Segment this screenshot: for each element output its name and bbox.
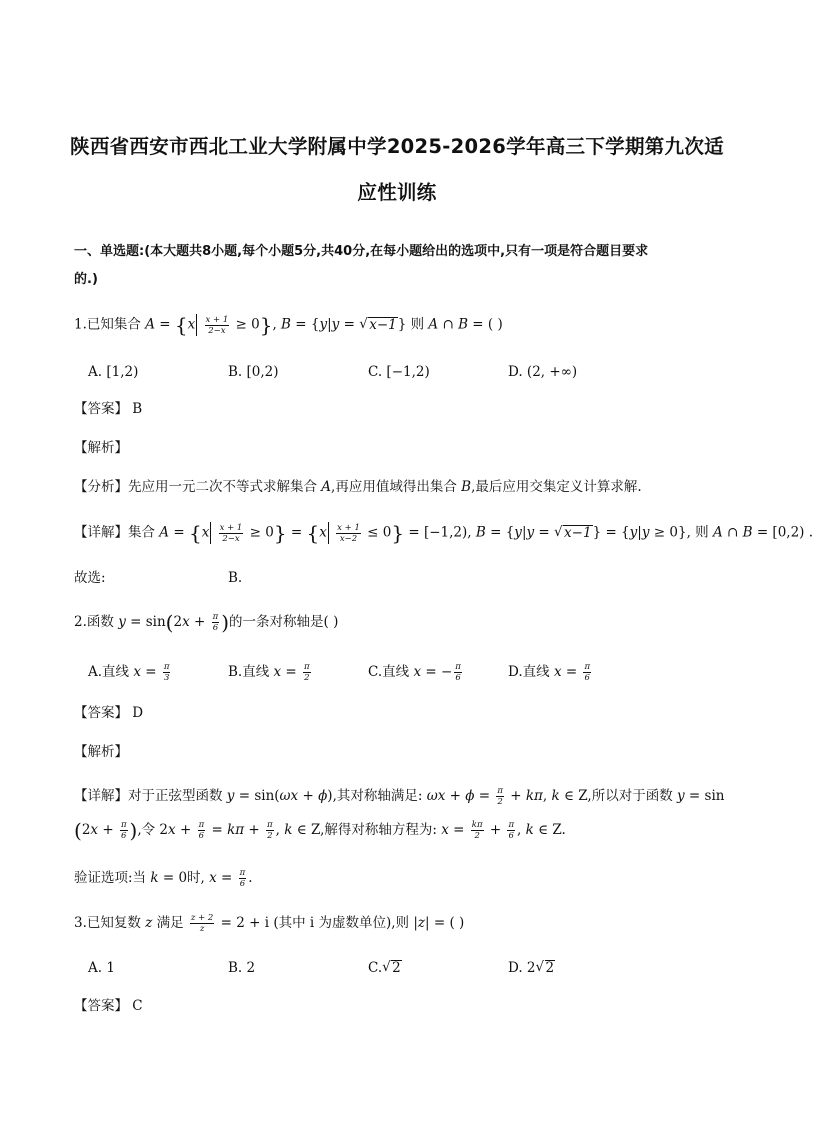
q1-detail: 【详解】集合 A = {x $\frac{x + 1}{2-x}$ ≥ 0} = {x $\frac{x + 1}{x-2}$ ≤ 0} = [−1,2), B = {y|y = √ x−1} = {y|y ≥ 0}, 则 A ∩ B = [0,2) . <box>74 522 813 544</box>
q1-analysis-label: 【解析】 <box>74 440 128 456</box>
fenxi-label: 【分析】 <box>74 479 128 495</box>
q2-option-c: C.直线 x = − $\frac{\pi}{6}$ <box>368 662 461 683</box>
q2-analysis-label: 【解析】 <box>74 744 128 760</box>
q2-detail-line-1: 【详解】对于正弦型函数 y = sin(ωx + ϕ),其对称轴满足: ωx + ϕ = $\frac{\pi}{2}$ + kπ, k ∈ Z,所以对于函数 y = sin <box>74 786 725 807</box>
q1-option-c: C. [−1,2) <box>368 364 430 380</box>
answer-label: 【答案】 <box>74 705 128 721</box>
q3-answer <box>74 996 143 1016</box>
q1-option-d: D. (2, +∞) <box>508 364 578 380</box>
q2-option-a: A.直线 x = $\frac{\pi}{3}$ <box>88 662 170 683</box>
q1-answer <box>74 399 142 419</box>
q2-stem: 2.函数 y = sin(2x + $\frac{\pi}{6}$ )的一条对称轴是( ) <box>74 610 339 635</box>
answer-label: 【答案】 <box>74 401 128 417</box>
q1-answer-value: B <box>132 401 143 417</box>
q3-answer-value: C <box>132 998 143 1014</box>
q2-verify: 验证选项:当 k = 0时, x = $\frac{\pi}{6}$ . <box>74 868 253 889</box>
q2-answer <box>74 703 143 723</box>
answer-label: 【答案】 <box>74 998 128 1014</box>
q3-option-b: B. 2 <box>228 960 256 976</box>
q1-option-a: A. [1,2) <box>88 364 139 380</box>
section-heading-line-2: 的.) <box>74 272 98 287</box>
q2-answer-value: D <box>132 705 144 721</box>
detail-label: 【详解】 <box>74 788 128 804</box>
q2-option-b: B.直线 x = $\frac{\pi}{2}$ <box>228 662 310 683</box>
q1-stem: 1.已知集合 A = {x $\frac{x + 1}{2-x}$ ≥ 0}, B = {y|y = √ x−1} 则 A ∩ B = ( ) <box>74 314 503 336</box>
q1-conclusion-left: 故选: <box>74 570 106 586</box>
q3-stem: 3.已知复数 z 满足 $\frac{z + 2}{z}$ = 2 + i (其中 i 为虚数单位),则 |z| = ( ) <box>74 913 465 934</box>
q3-option-a: A. 1 <box>88 960 115 976</box>
title-line-1: 陕西省西安市西北工业大学附属中学2025-2026学年高三下学期第九次适 <box>70 135 724 158</box>
q2-detail-line-2: (2x + $\frac{\pi}{6}$ ),令 2x + $\frac{\pi}{6}$ = kπ + $\frac{\pi}{2}$ , k ∈ Z,解得对称轴方程为: x = $\frac{k\pi}{2}$ + $\frac{\pi}{6}$ , k ∈ Z. <box>74 818 566 843</box>
q1-fenxi: 【分析】先应用一元二次不等式求解集合 A,再应用值域得出集合 B,最后应用交集定义计算求解. <box>74 479 642 495</box>
q3-option-c: C.√ 2 <box>368 958 402 978</box>
q2-option-d: D.直线 x = $\frac{\pi}{6}$ <box>508 662 591 683</box>
page-title <box>60 124 734 216</box>
detail-label: 【详解】 <box>74 524 128 541</box>
section-heading-line-1: 一、单选题:(本大题共8小题,每个小题5分,共40分,在每小题给出的选项中,只有一项是符合题目要求 <box>74 244 649 259</box>
q1-option-b: B. [0,2) <box>228 364 279 380</box>
q3-option-d: D. 2√ 2 <box>508 958 555 978</box>
q1-conclusion-right: B. <box>228 570 243 586</box>
title-line-2: 应性训练 <box>357 181 437 204</box>
